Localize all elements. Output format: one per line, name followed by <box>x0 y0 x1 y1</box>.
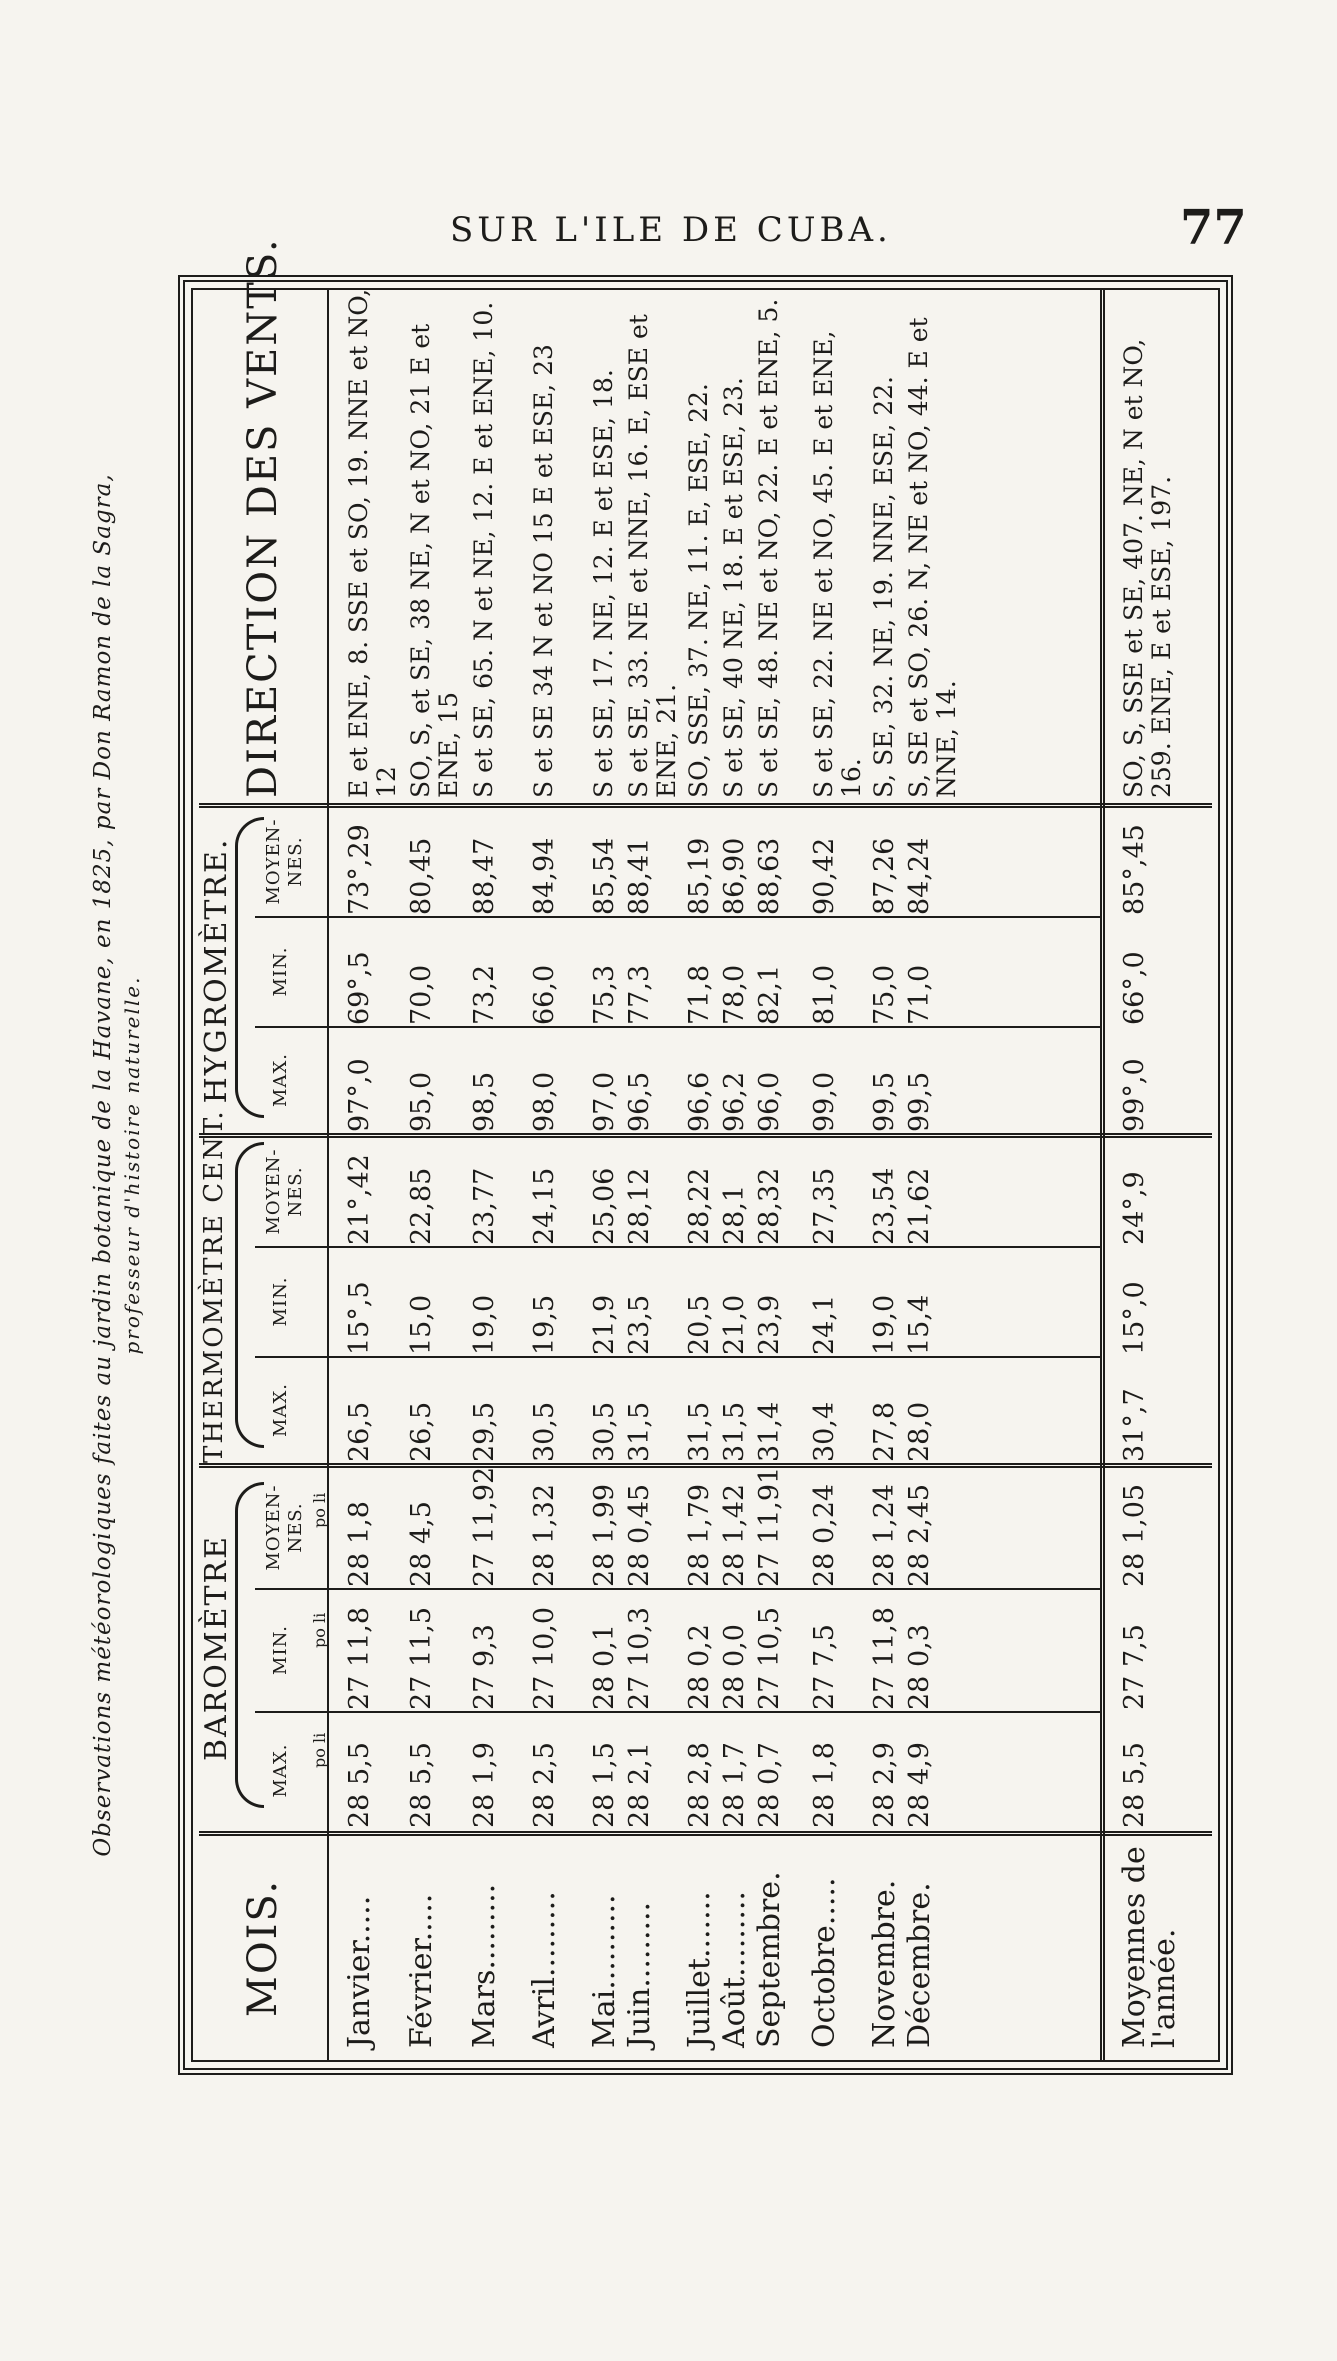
cell-b-moy: 28 1,42 <box>719 1483 750 1587</box>
cell-mois: Mai.......... <box>587 1894 622 2048</box>
cell-b-min: 28 0,1 <box>589 1624 620 1710</box>
total-t-min: 15°,0 <box>1119 1281 1150 1355</box>
totals-rule <box>1100 290 1105 2060</box>
total-t-moy: 24°,9 <box>1119 1171 1150 1245</box>
sub-h-min: MIN. <box>270 946 291 997</box>
caption-line-1: Observations météorologiques faites au jardin botanique de la Havane, en 1825, par Don Ramon de la Sagra, <box>90 473 116 1857</box>
cell-mois: Mars......... <box>467 1883 502 2048</box>
header-barometre: BAROMÈTRE <box>199 1535 234 1762</box>
header-hygrometre: HYGROMÈTRE. <box>199 837 234 1104</box>
sub-b-max: MAX. <box>270 1743 291 1798</box>
cell-t-moy: 28,22 <box>684 1167 715 1245</box>
cell-h-min: 70,0 <box>406 964 437 1025</box>
total-h-min: 66°,0 <box>1119 951 1150 1025</box>
cell-b-moy: 28 1,8 <box>344 1501 375 1587</box>
cell-h-max: 95,0 <box>406 1071 437 1132</box>
cell-b-min: 27 10,0 <box>529 1606 560 1710</box>
rule-t2 <box>255 1246 1101 1248</box>
cell-mois: Octobre..... <box>807 1877 842 2048</box>
total-t-max: 31°,7 <box>1119 1388 1150 1462</box>
cell-t-max: 31,5 <box>624 1401 655 1462</box>
cell-t-moy: 25,06 <box>589 1167 620 1245</box>
cell-b-max: 28 4,9 <box>904 1742 935 1828</box>
cell-h-moy: 80,45 <box>406 837 437 915</box>
cell-t-max: 30,5 <box>529 1401 560 1462</box>
cell-b-min: 27 7,5 <box>809 1624 840 1710</box>
header-vents: DIRECTION DES VENTS. <box>240 237 286 798</box>
sub-b-moy: MOYEN-NES. <box>263 1484 306 1571</box>
weather-table <box>178 237 1233 2075</box>
cell-b-moy: 27 11,92 <box>469 1466 500 1587</box>
cell-b-max: 28 0,7 <box>754 1742 785 1828</box>
cell-h-moy: 85,19 <box>684 837 715 915</box>
total-mois: Moyennes de l'année. <box>1117 1846 1182 2048</box>
cell-h-min: 69°,5 <box>344 951 375 1025</box>
cell-b-min: 27 10,5 <box>754 1606 785 1710</box>
cell-vents: S, SE et SO, 26. N, NE et NO, 44. E et NNE, 14. <box>904 317 961 798</box>
table-caption <box>90 255 170 2075</box>
cell-h-min: 71,8 <box>684 964 715 1025</box>
cell-t-min: 19,0 <box>469 1294 500 1355</box>
sub-h-max: MAX. <box>270 1053 291 1107</box>
cell-h-max: 96,6 <box>684 1071 715 1132</box>
cell-t-moy: 21,62 <box>904 1167 935 1245</box>
cell-b-moy: 28 4,5 <box>406 1501 437 1587</box>
cell-vents: S et SE, 65. N et NE, 12. E et ENE, 10. <box>469 301 498 798</box>
cell-b-max: 28 1,5 <box>589 1742 620 1828</box>
cell-t-min: 15,4 <box>904 1294 935 1355</box>
cell-h-max: 99,0 <box>809 1071 840 1132</box>
cell-t-min: 15°,5 <box>344 1281 375 1355</box>
unit-b-min: po li <box>310 1612 329 1648</box>
cell-t-moy: 28,32 <box>754 1167 785 1245</box>
cell-h-moy: 88,63 <box>754 837 785 915</box>
cell-b-min: 28 0,0 <box>719 1624 750 1710</box>
cell-t-min: 19,5 <box>529 1294 560 1355</box>
cell-mois: Février..... <box>404 1893 439 2048</box>
cell-mois: Juillet....... <box>682 1891 717 2048</box>
cell-h-min: 81,0 <box>809 964 840 1025</box>
cell-mois: Novembre. <box>867 1879 902 2048</box>
header-rule <box>327 290 329 2060</box>
running-head: SUR L'ILE DE CUBA. <box>450 210 892 250</box>
cell-b-moy: 28 2,45 <box>904 1483 935 1587</box>
cell-t-moy: 24,15 <box>529 1167 560 1245</box>
cell-t-moy: 22,85 <box>406 1167 437 1245</box>
cell-b-min: 27 9,3 <box>469 1624 500 1710</box>
rule-after-mois <box>199 1831 1212 1836</box>
cell-b-max: 28 2,8 <box>684 1742 715 1828</box>
page-number: 77 <box>1180 200 1247 256</box>
cell-t-moy: 28,12 <box>624 1167 655 1245</box>
cell-mois: Août......... <box>717 1891 752 2048</box>
sub-b-min: MIN. <box>270 1625 291 1675</box>
table-rotated-frame <box>90 237 1250 2075</box>
cell-h-min: 82,1 <box>754 964 785 1025</box>
cell-b-max: 28 2,5 <box>529 1742 560 1828</box>
cell-h-max: 96,0 <box>754 1071 785 1132</box>
cell-mois: Juin......... <box>622 1901 657 2048</box>
cell-t-min: 23,5 <box>624 1294 655 1355</box>
cell-t-moy: 23,54 <box>869 1167 900 1245</box>
cell-mois: Janvier..... <box>342 1895 377 2048</box>
cell-h-moy: 84,94 <box>529 837 560 915</box>
rule-h2 <box>255 916 1101 918</box>
total-b-moy: 28 1,05 <box>1119 1483 1150 1587</box>
total-b-max: 28 5,5 <box>1119 1742 1150 1828</box>
cell-h-min: 73,2 <box>469 964 500 1025</box>
cell-h-moy: 73°,29 <box>344 824 375 915</box>
brace-barometre <box>235 1482 264 1808</box>
sub-t-max: MAX. <box>270 1383 291 1437</box>
cell-b-min: 27 11,8 <box>344 1606 375 1710</box>
cell-vents: SO, SSE, 37. NE, 11. E, ESE, 22. <box>684 383 713 798</box>
cell-b-min: 27 11,5 <box>406 1606 437 1710</box>
total-vents: SO, S, SSE et SE, 407. NE, N et NO, 259. ENE, E et ESE, 197. <box>1119 338 1176 798</box>
sub-h-moy: MOYEN-NES. <box>263 818 306 905</box>
cell-h-max: 96,2 <box>719 1071 750 1132</box>
brace-thermometre <box>235 1142 264 1448</box>
cell-h-min: 75,0 <box>869 964 900 1025</box>
cell-h-moy: 86,90 <box>719 837 750 915</box>
brace-hygrometre <box>235 817 264 1118</box>
cell-b-moy: 28 0,24 <box>809 1483 840 1587</box>
cell-h-max: 99,5 <box>869 1071 900 1132</box>
total-h-max: 99°,0 <box>1119 1058 1150 1132</box>
cell-t-min: 21,9 <box>589 1294 620 1355</box>
rule-t1 <box>255 1356 1101 1358</box>
cell-b-min: 27 11,8 <box>869 1606 900 1710</box>
cell-t-max: 31,4 <box>754 1401 785 1462</box>
cell-h-min: 77,3 <box>624 964 655 1025</box>
cell-b-moy: 28 1,79 <box>684 1483 715 1587</box>
cell-t-moy: 23,77 <box>469 1167 500 1245</box>
cell-b-moy: 28 1,99 <box>589 1483 620 1587</box>
cell-t-max: 27,8 <box>869 1401 900 1462</box>
cell-t-min: 19,0 <box>869 1294 900 1355</box>
cell-h-moy: 84,24 <box>904 837 935 915</box>
cell-b-max: 28 5,5 <box>406 1742 437 1828</box>
cell-t-max: 30,5 <box>589 1401 620 1462</box>
cell-b-moy: 28 1,32 <box>529 1483 560 1587</box>
header-mois: MOIS. <box>240 1878 286 2018</box>
cell-vents: E et ENE, 8. SSE et SO, 19. NNE et NO, 12 <box>344 288 401 798</box>
cell-t-min: 23,9 <box>754 1294 785 1355</box>
cell-h-max: 98,5 <box>469 1071 500 1132</box>
cell-t-moy: 27,35 <box>809 1167 840 1245</box>
cell-t-moy: 21°,42 <box>344 1154 375 1245</box>
cell-vents: SO, S, et SE, 38 NE, N et NO, 21 E et ENE, 15 <box>406 323 463 798</box>
total-b-min: 27 7,5 <box>1119 1624 1150 1710</box>
cell-vents: S et SE, 22. NE et NO, 45. E et ENE, 16. <box>809 330 866 798</box>
sub-t-min: MIN. <box>270 1276 291 1327</box>
cell-t-max: 28,0 <box>904 1401 935 1462</box>
cell-h-moy: 88,41 <box>624 837 655 915</box>
total-h-moy: 85°,45 <box>1119 824 1150 915</box>
cell-t-max: 26,5 <box>344 1401 375 1462</box>
cell-h-max: 99,5 <box>904 1071 935 1132</box>
cell-b-min: 27 10,3 <box>624 1606 655 1710</box>
rule-h1 <box>255 1026 1101 1028</box>
cell-mois: Avril......... <box>527 1891 562 2048</box>
cell-t-min: 21,0 <box>719 1294 750 1355</box>
cell-b-max: 28 1,8 <box>809 1742 840 1828</box>
cell-vents: S et SE, 33. NE et NNE, 16. E, ESE et ENE, 21. <box>624 314 681 798</box>
cell-b-moy: 27 11,91 <box>754 1466 785 1587</box>
cell-t-max: 30,4 <box>809 1401 840 1462</box>
cell-t-max: 31,5 <box>684 1401 715 1462</box>
cell-h-max: 98,0 <box>529 1071 560 1132</box>
cell-t-moy: 28,1 <box>719 1184 750 1245</box>
cell-t-max: 31,5 <box>719 1401 750 1462</box>
cell-h-min: 66,0 <box>529 964 560 1025</box>
cell-vents: S et SE, 48. NE et NO, 22. E et ENE, 5. <box>754 298 783 798</box>
cell-h-min: 78,0 <box>719 964 750 1025</box>
cell-h-moy: 85,54 <box>589 837 620 915</box>
cell-t-min: 24,1 <box>809 1294 840 1355</box>
rotated-table-area <box>90 237 1250 2075</box>
cell-b-max: 28 2,9 <box>869 1742 900 1828</box>
cell-t-min: 15,0 <box>406 1294 437 1355</box>
cell-mois: Septembre. <box>752 1871 787 2048</box>
rule-b1 <box>255 1711 1101 1713</box>
cell-vents: S et SE, 40 NE, 18. E et ESE, 23. <box>719 377 748 798</box>
cell-mois: Décembre. <box>902 1882 937 2048</box>
cell-h-min: 71,0 <box>904 964 935 1025</box>
cell-h-min: 75,3 <box>589 964 620 1025</box>
cell-b-min: 28 0,2 <box>684 1624 715 1710</box>
cell-h-moy: 90,42 <box>809 837 840 915</box>
rule-b2 <box>255 1588 1101 1590</box>
cell-vents: S et SE, 17. NE, 12. E et ESE, 18. <box>589 369 618 798</box>
cell-h-moy: 88,47 <box>469 837 500 915</box>
cell-b-max: 28 5,5 <box>344 1742 375 1828</box>
sub-t-moy: MOYEN-NES. <box>263 1148 306 1235</box>
caption-line-2: professeur d'histoire naturelle. <box>120 975 144 1355</box>
header-thermometre: THERMOMÈTRE CENT. <box>199 1109 229 1463</box>
unit-b-moy: po li <box>310 1492 329 1528</box>
cell-h-moy: 87,26 <box>869 837 900 915</box>
cell-b-max: 28 2,1 <box>624 1742 655 1828</box>
cell-b-moy: 28 1,24 <box>869 1483 900 1587</box>
cell-h-max: 96,5 <box>624 1071 655 1132</box>
cell-t-max: 26,5 <box>406 1401 437 1462</box>
cell-b-max: 28 1,9 <box>469 1742 500 1828</box>
cell-b-min: 28 0,3 <box>904 1624 935 1710</box>
cell-b-max: 28 1,7 <box>719 1742 750 1828</box>
cell-h-max: 97,0 <box>589 1071 620 1132</box>
cell-vents: S, SE, 32. NE, 19. NNE, ESE, 22. <box>869 376 898 798</box>
cell-h-max: 97°,0 <box>344 1058 375 1132</box>
cell-t-min: 20,5 <box>684 1294 715 1355</box>
cell-b-moy: 28 0,45 <box>624 1483 655 1587</box>
cell-t-max: 29,5 <box>469 1401 500 1462</box>
unit-b-max: po li <box>310 1732 329 1768</box>
cell-vents: S et SE 34 N et NO 15 E et ESE, 23 <box>529 344 558 798</box>
